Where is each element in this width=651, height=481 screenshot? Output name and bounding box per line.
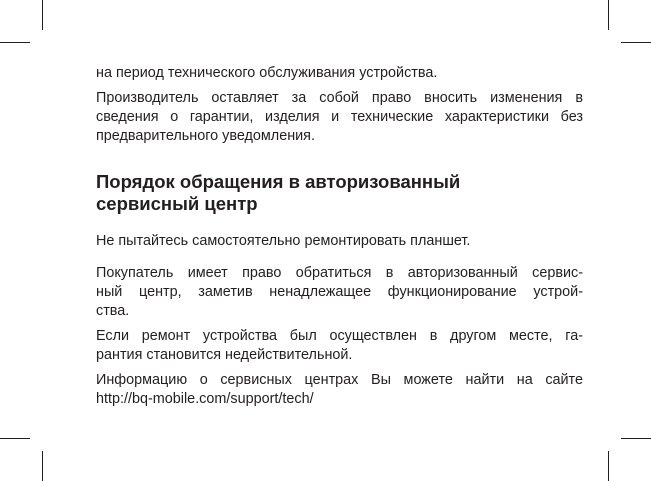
page-content bbox=[96, 64, 583, 415]
crop-mark-top-right-horizontal bbox=[621, 42, 651, 43]
crop-mark-bottom-left-vertical bbox=[42, 451, 43, 481]
paragraph-warranty-void-line-1: Если ремонт устройства был осуществлен в другом месте, га- bbox=[96, 328, 583, 344]
crop-mark-top-left-horizontal bbox=[0, 42, 30, 43]
paragraph-warranty-void bbox=[96, 327, 583, 365]
paragraph-manufacturer-rights: Производитель оставляет за собой право вносить изменения в сведения о гарантии, изделия и технические характеристики без предварительного уведомления. bbox=[96, 90, 583, 144]
service-centers-url: http://bq-mobile.com/support/tech/ bbox=[96, 391, 314, 407]
paragraph-service-centers-info-line-1: Информацию о сервисных центрах Вы можете найти на сайте bbox=[96, 372, 583, 388]
paragraph-buyer-rights-line-2: ный центр, заметив ненадлежащее функционирование устрой- bbox=[96, 284, 583, 300]
crop-mark-top-right-vertical bbox=[608, 0, 609, 30]
section-heading-line-2: сервисный центр bbox=[96, 193, 258, 214]
crop-mark-bottom-right-horizontal bbox=[621, 438, 651, 439]
paragraph-service-centers-info bbox=[96, 371, 583, 409]
paragraph-buyer-rights-line-1: Покупатель имеет право обратиться в авторизованный сервис- bbox=[96, 265, 583, 281]
paragraph-buyer-rights-line-3: ства. bbox=[96, 303, 130, 319]
paragraph-service-period: на период технического обслуживания устройства. bbox=[96, 65, 438, 81]
crop-mark-top-left-vertical bbox=[42, 0, 43, 30]
paragraph-warranty-void-line-2: рантия становится недействительной. bbox=[96, 347, 353, 363]
crop-mark-bottom-left-horizontal bbox=[0, 438, 30, 439]
paragraph-buyer-rights bbox=[96, 264, 583, 321]
section-heading-line-1: Порядок обращения в авторизованный bbox=[96, 171, 461, 192]
paragraph-no-self-repair: Не пытайтесь самостоятельно ремонтировать планшет. bbox=[96, 233, 471, 249]
crop-mark-bottom-right-vertical bbox=[608, 451, 609, 481]
section-heading bbox=[96, 171, 583, 215]
